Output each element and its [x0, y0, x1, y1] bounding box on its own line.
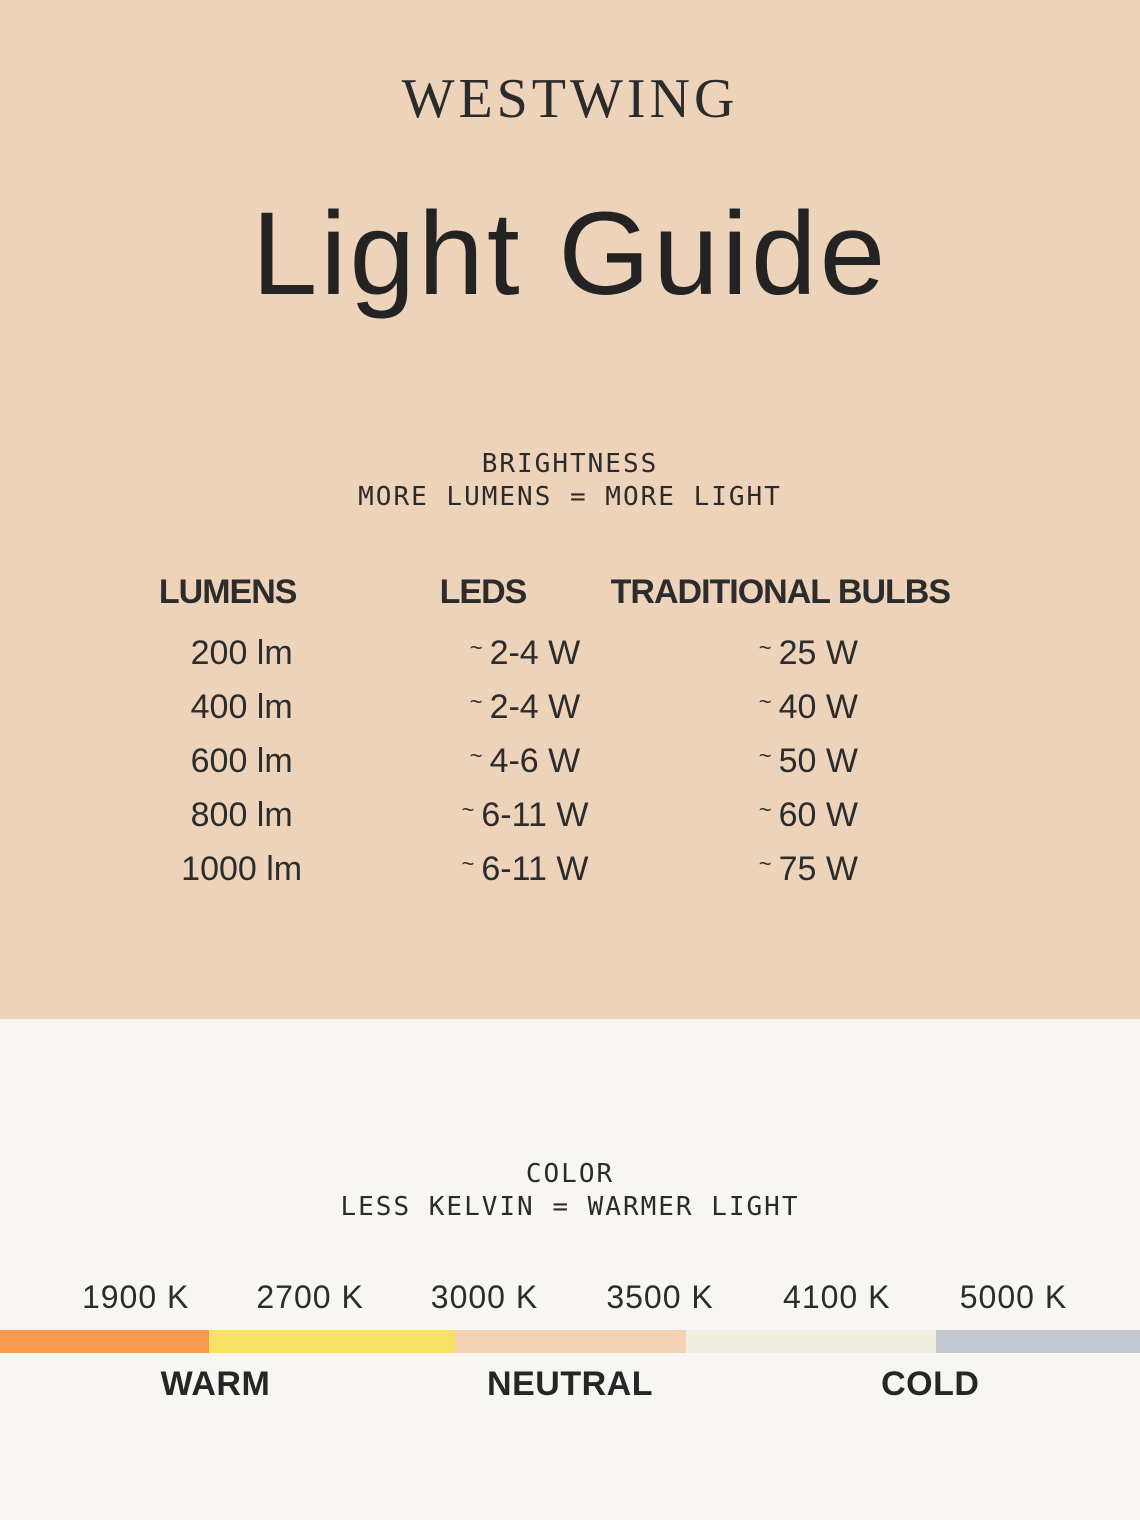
scale-segment-warm-orange — [0, 1330, 209, 1353]
wattage-value: 4-6 W — [489, 741, 581, 780]
traditional-bulb-cell — [667, 850, 950, 889]
approx-tilde: ~ — [758, 796, 772, 822]
color-heading-title: COLOR — [525, 1159, 615, 1189]
column-header: TRADITIONAL BULBS — [610, 572, 950, 611]
approx-tilde: ~ — [461, 796, 475, 822]
kelvin-label: 3000 K — [430, 1279, 539, 1315]
traditional-bulb-cell — [667, 634, 950, 673]
kelvin-label: 1900 K — [81, 1279, 190, 1315]
temperature-label: COLD — [881, 1365, 980, 1403]
table-header-row — [100, 570, 950, 614]
scale-segment-neutral-cream — [686, 1330, 936, 1353]
color-temperature-bar — [0, 1330, 1140, 1353]
approx-tilde: ~ — [469, 634, 483, 660]
lumens-cell: 400 lm — [190, 687, 293, 726]
column-header: LUMENS — [158, 572, 297, 611]
color-section — [0, 1019, 1140, 1520]
traditional-bulb-cell — [667, 688, 950, 727]
wattage-value: 25 W — [778, 633, 858, 672]
approx-tilde: ~ — [469, 688, 483, 714]
approx-tilde: ~ — [758, 742, 772, 768]
table-row — [100, 680, 950, 734]
brand-logo: WESTWING — [401, 68, 739, 130]
approx-tilde: ~ — [461, 850, 475, 876]
wattage-value: 6-11 W — [481, 795, 589, 834]
approx-tilde: ~ — [758, 634, 772, 660]
approx-tilde: ~ — [758, 850, 772, 876]
approx-tilde: ~ — [758, 688, 772, 714]
temperature-category-labels — [0, 1366, 1140, 1402]
table-row — [100, 842, 950, 896]
table-body — [100, 626, 950, 896]
column-header: LEDS — [439, 572, 527, 611]
traditional-bulb-cell — [667, 796, 950, 835]
lumens-conversion-table — [100, 570, 950, 896]
leds-cell — [383, 634, 666, 673]
leds-cell — [383, 688, 666, 727]
color-heading — [0, 1158, 1140, 1224]
scale-segment-neutral-peach — [455, 1330, 686, 1353]
lumens-cell: 1000 lm — [181, 849, 303, 888]
lumens-cell: 200 lm — [190, 633, 293, 672]
wattage-value: 50 W — [778, 741, 858, 780]
leds-cell — [383, 796, 666, 835]
kelvin-label: 3500 K — [606, 1279, 714, 1315]
kelvin-label: 2700 K — [256, 1279, 364, 1315]
wattage-value: 2-4 W — [489, 633, 581, 672]
brightness-heading-subtitle: MORE LUMENS = MORE LIGHT — [358, 482, 782, 512]
lumens-cell: 600 lm — [190, 741, 293, 780]
wattage-value: 60 W — [778, 795, 858, 834]
table-row — [100, 734, 950, 788]
leds-cell — [383, 742, 666, 781]
brightness-heading-title: BRIGHTNESS — [481, 449, 659, 479]
wattage-value: 40 W — [778, 687, 858, 726]
temperature-label: WARM — [160, 1365, 271, 1403]
kelvin-scale-labels — [0, 1280, 1140, 1314]
table-row — [100, 626, 950, 680]
kelvin-label: 4100 K — [783, 1279, 891, 1315]
color-heading-subtitle: LESS KELVIN = WARMER LIGHT — [340, 1192, 800, 1222]
brightness-heading — [0, 448, 1140, 514]
traditional-bulb-cell — [667, 742, 950, 781]
table-row — [100, 788, 950, 842]
temperature-label: NEUTRAL — [487, 1365, 653, 1403]
wattage-value: 6-11 W — [481, 849, 589, 888]
wattage-value: 75 W — [778, 849, 858, 888]
kelvin-label: 5000 K — [959, 1279, 1068, 1315]
wattage-value: 2-4 W — [489, 687, 581, 726]
lumens-cell: 800 lm — [190, 795, 293, 834]
page-title: Light Guide — [251, 188, 889, 320]
scale-segment-cold-blue-gray — [936, 1330, 1140, 1353]
leds-cell — [383, 850, 666, 889]
approx-tilde: ~ — [469, 742, 483, 768]
scale-segment-warm-yellow — [209, 1330, 455, 1353]
